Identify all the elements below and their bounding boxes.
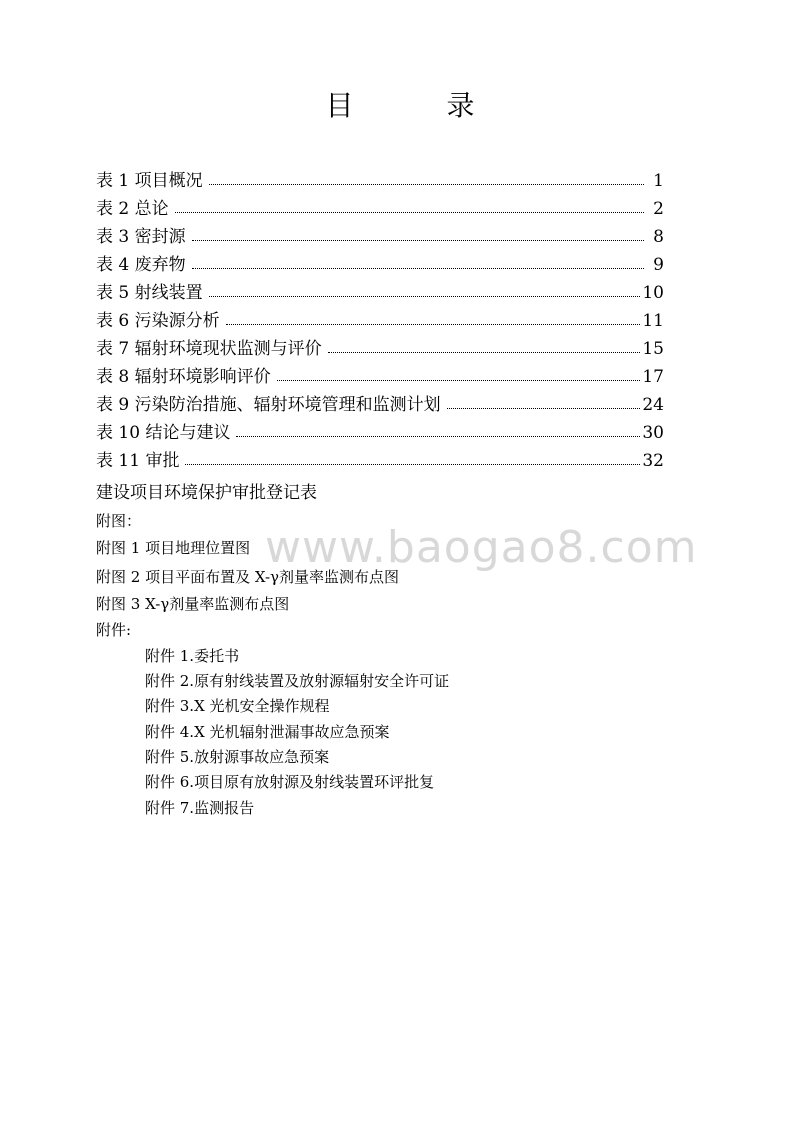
table-of-contents bbox=[96, 163, 664, 471]
toc-entry-page: 9 bbox=[653, 255, 664, 275]
toc-leader-dots bbox=[192, 239, 644, 241]
toc-leader-dots bbox=[185, 463, 640, 465]
attachments-heading: 附件: bbox=[96, 621, 132, 639]
registration-form-entry[interactable]: 建设项目环境保护审批登记表 bbox=[96, 483, 317, 503]
page-title: 目 录 bbox=[325, 89, 517, 122]
toc-entry-page: 11 bbox=[642, 311, 664, 331]
toc-entry[interactable] bbox=[96, 247, 664, 275]
toc-entry-label: 表 9 污染防治措施、辐射环境管理和监测计划 bbox=[96, 395, 441, 415]
figure-item: 附图 3 X-γ剂量率监测布点图 bbox=[96, 595, 290, 613]
toc-entry-label: 表 10 结论与建议 bbox=[96, 423, 231, 443]
toc-entry-label: 表 1 项目概况 bbox=[96, 171, 203, 191]
toc-leader-dots bbox=[447, 407, 641, 409]
toc-entry-page: 10 bbox=[642, 283, 664, 303]
attachment-item: 附件 2.原有射线装置及放射源辐射安全许可证 bbox=[145, 672, 450, 690]
toc-entry-page: 2 bbox=[653, 199, 664, 219]
figures-heading: 附图： bbox=[96, 512, 142, 530]
toc-entry-label: 表 11 审批 bbox=[96, 451, 180, 471]
attachment-item: 附件 5.放射源事故应急预案 bbox=[145, 748, 330, 766]
toc-entry-label: 表 8 辐射环境影响评价 bbox=[96, 367, 271, 387]
attachment-item: 附件 1.委托书 bbox=[145, 647, 240, 665]
toc-entry-label: 表 4 废弃物 bbox=[96, 255, 186, 275]
toc-leader-dots bbox=[328, 351, 641, 353]
toc-entry-page: 30 bbox=[642, 423, 664, 443]
toc-entry[interactable] bbox=[96, 415, 664, 443]
toc-entry[interactable] bbox=[96, 275, 664, 303]
toc-entry-page: 32 bbox=[642, 451, 664, 471]
toc-entry[interactable] bbox=[96, 443, 664, 471]
figure-item: 附图 1 项目地理位置图 bbox=[96, 539, 251, 557]
toc-entry[interactable] bbox=[96, 163, 664, 191]
attachment-item: 附件 4.X 光机辐射泄漏事故应急预案 bbox=[145, 723, 390, 741]
toc-leader-dots bbox=[192, 267, 644, 269]
toc-entry-label: 表 3 密封源 bbox=[96, 227, 186, 247]
toc-entry-page: 15 bbox=[642, 339, 664, 359]
toc-entry-label: 表 5 射线装置 bbox=[96, 283, 203, 303]
toc-leader-dots bbox=[209, 183, 644, 185]
toc-entry[interactable] bbox=[96, 359, 664, 387]
toc-leader-dots bbox=[209, 295, 641, 297]
toc-entry[interactable] bbox=[96, 387, 664, 415]
toc-leader-dots bbox=[175, 211, 644, 213]
figure-item: 附图 2 项目平面布置及 X-γ剂量率监测布点图 bbox=[96, 568, 400, 586]
attachment-item: 附件 7.监测报告 bbox=[145, 799, 255, 817]
attachment-item: 附件 6.项目原有放射源及射线装置环评批复 bbox=[145, 773, 435, 791]
toc-entry-page: 1 bbox=[653, 171, 664, 191]
attachment-item: 附件 3.X 光机安全操作规程 bbox=[145, 697, 330, 715]
toc-leader-dots bbox=[226, 323, 641, 325]
toc-entry-label: 表 2 总论 bbox=[96, 199, 169, 219]
toc-entry-label: 表 6 污染源分析 bbox=[96, 311, 220, 331]
toc-entry[interactable] bbox=[96, 219, 664, 247]
toc-entry[interactable] bbox=[96, 303, 664, 331]
toc-entry[interactable] bbox=[96, 331, 664, 359]
watermark: www.baogao8.com bbox=[265, 522, 698, 573]
toc-entry-page: 24 bbox=[642, 395, 664, 415]
toc-leader-dots bbox=[236, 435, 640, 437]
toc-entry-page: 8 bbox=[653, 227, 664, 247]
toc-entry[interactable] bbox=[96, 191, 664, 219]
toc-entry-page: 17 bbox=[642, 367, 664, 387]
toc-leader-dots bbox=[277, 379, 641, 381]
toc-entry-label: 表 7 辐射环境现状监测与评价 bbox=[96, 339, 322, 359]
